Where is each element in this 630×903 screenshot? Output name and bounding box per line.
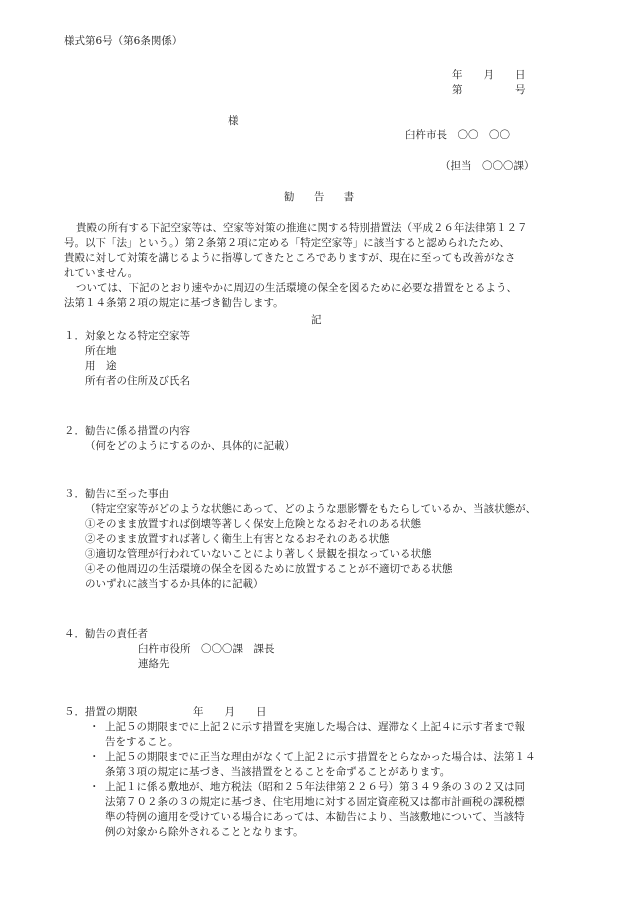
section-2 [64, 424, 295, 454]
intro-line: 貴殿に対して対策を講じるように指導してきたところでありますが、現在に至っても改善がなさ [64, 252, 516, 264]
section-1-heading: １．対象となる特定空家等 [64, 330, 190, 342]
bullet-line: 上記５の期限までに正当な理由がなくて上記２に示す措置をとらなかった場合は、法第１４ [105, 751, 536, 763]
section-1 [64, 329, 190, 389]
section-1-item: 用 途 [85, 360, 117, 372]
section-1-item: 所有者の住所及び氏名 [85, 375, 190, 387]
deadline-date: 年 月 日 [193, 706, 267, 718]
section-2-heading: ２．勧告に係る措置の内容 [64, 425, 190, 437]
intro-line: 号。以下「法」という。）第２条第２項に定める「特定空家等」に該当すると認められたため、 [64, 237, 510, 249]
section-1-item: 所在地 [85, 345, 117, 357]
responsible-office: 臼杵市役所 〇〇〇課 課長 [138, 643, 275, 655]
bullet-mark: ・ [89, 751, 100, 763]
intro-paragraph [64, 221, 528, 311]
section-3-line: ①そのまま放置すれば倒壊等著しく保安上危険となるおそれのある状態 [85, 518, 421, 530]
document-number: 第 号 [452, 84, 526, 96]
section-5-heading: ５．措置の期限 [64, 706, 138, 718]
bullet-line: 例の対象から除外されることとなります。 [105, 826, 304, 838]
bullet-mark: ・ [89, 721, 100, 733]
section-3-line: ③適切な管理が行われていないことにより著しく景観を損なっている状態 [85, 548, 432, 560]
intro-line: れていません。 [64, 267, 139, 279]
form-number: 様式第6号（第6条関係） [64, 35, 183, 47]
bullet-line: 法第７０２条の３の規定に基づき、住宅用地に対する固定資産税又は都市計画税の課税標 [105, 796, 525, 808]
section-3-line: ②そのまま放置すれば著しく衛生上有害となるおそれのある状態 [85, 533, 390, 545]
section-4 [64, 627, 275, 672]
section-4-heading: ４．勧告の責任者 [64, 628, 148, 640]
intro-line: 法第１４条第２項の規定に基づき勧告します。 [64, 297, 284, 309]
sender-name: 臼杵市長 〇〇 〇〇 [405, 129, 510, 141]
addressee-suffix: 様 [228, 115, 239, 127]
section-2-note: （何をどのようにするのか、具体的に記載） [85, 440, 295, 452]
bullet-line: 準の特例の適用を受けている場合にあっては、本勧告により、当該敷地について、当該特 [105, 811, 525, 823]
section-3-heading: ３．勧告に至った事由 [64, 488, 169, 500]
bullet-item [89, 750, 536, 780]
issue-date: 年 月 日 [452, 69, 526, 81]
contact-department: （担当 〇〇〇課） [440, 160, 535, 172]
section-5-bullets [89, 720, 536, 840]
bullet-line: 上記５の期限までに上記２に示す措置を実施した場合は、遅滞なく上記４に示す者まで報 [105, 721, 525, 733]
bullet-item [89, 780, 536, 840]
contact-label: 連絡先 [138, 658, 170, 670]
section-3-line: （特定空家等がどのような状態にあって、どのような悪影響をもたらしているか、当該状態が、 [85, 503, 537, 515]
bullet-line: 告をすること。 [105, 736, 179, 748]
intro-line: 貴殿の所有する下記空家等は、空家等対策の推進に関する特別措置法（平成２６年法律第１２７ [76, 222, 528, 234]
section-3 [64, 487, 536, 592]
ki-heading: 記 [311, 314, 322, 326]
section-3-line: のいずれに該当するか具体的に記載） [85, 578, 264, 590]
intro-line: ついては、下記のとおり速やかに周辺の生活環境の保全を図るために必要な措置をとるよう、 [76, 282, 517, 294]
bullet-item [89, 720, 536, 750]
bullet-line: 条第３項の規定に基づき、当該措置をとることを命ずることがあります。 [105, 766, 451, 778]
document-title: 勧 告 書 [284, 191, 363, 203]
bullet-mark: ・ [89, 781, 100, 793]
section-3-line: ④その他周辺の生活環境の保全を図るために放置することが不適切である状態 [85, 563, 453, 575]
bullet-line: 上記１に係る敷地が、地方税法（昭和２５年法律第２２６号）第３４９条の３の２又は同 [105, 781, 525, 793]
